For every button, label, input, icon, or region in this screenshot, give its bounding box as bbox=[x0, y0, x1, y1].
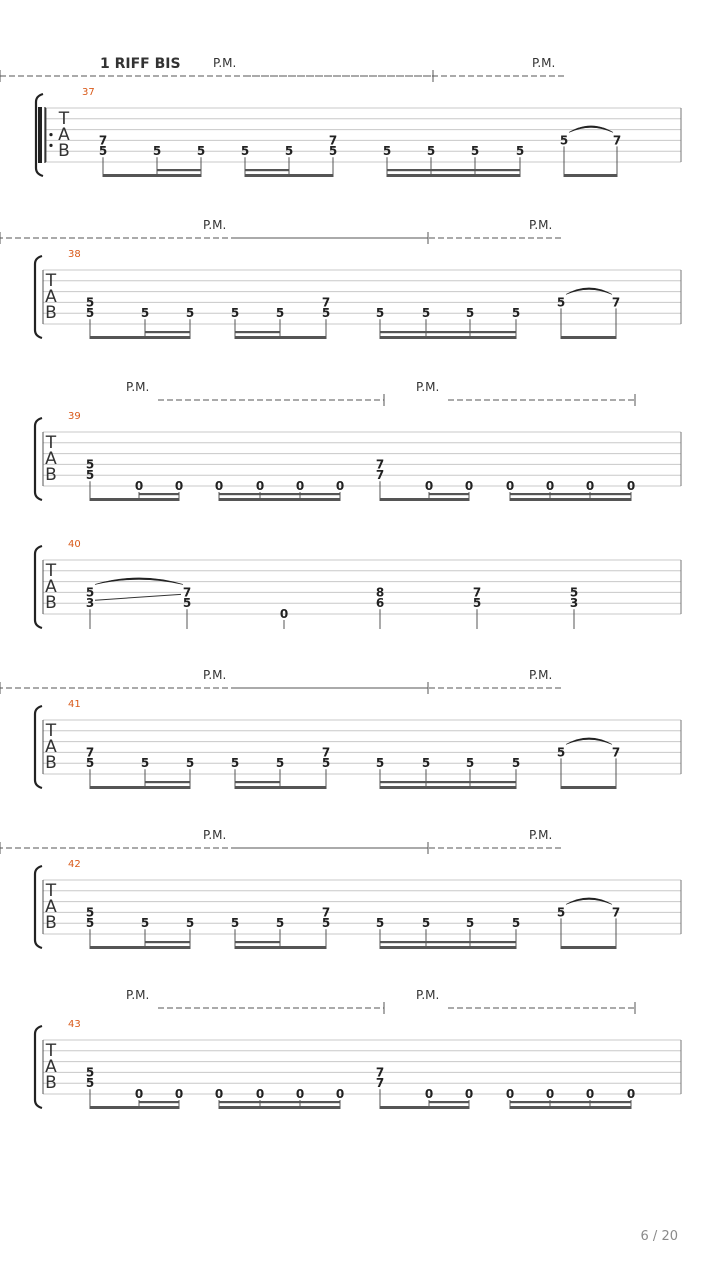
fret-number: 5 bbox=[515, 144, 525, 159]
fret-number: 7 bbox=[472, 585, 482, 600]
fret-number: 5 bbox=[465, 916, 475, 931]
fret-number: 5 bbox=[426, 144, 436, 159]
fret-number: 5 bbox=[85, 756, 95, 771]
beam bbox=[387, 174, 520, 177]
beam bbox=[380, 336, 516, 339]
tab-clef-letter: A bbox=[45, 287, 57, 307]
fret-number: 5 bbox=[85, 916, 95, 931]
beam bbox=[510, 498, 631, 501]
palm-mute-label: P.M. bbox=[529, 218, 553, 232]
system-bracket bbox=[35, 546, 42, 628]
system-bracket bbox=[35, 1026, 42, 1108]
fret-number: 5 bbox=[472, 596, 482, 611]
beam bbox=[235, 786, 326, 789]
tab-system bbox=[0, 56, 681, 177]
tab-clef-letter: B bbox=[45, 465, 57, 485]
measure-number: 37 bbox=[82, 87, 95, 98]
fret-number: 5 bbox=[421, 916, 431, 931]
tab-system bbox=[0, 828, 681, 949]
fret-number: 0 bbox=[174, 479, 184, 493]
system-bracket bbox=[35, 706, 42, 788]
secondary-beam bbox=[145, 941, 190, 943]
fret-number: 0 bbox=[626, 479, 636, 493]
fret-number: 5 bbox=[85, 306, 95, 321]
fret-number: 0 bbox=[295, 1087, 305, 1101]
palm-mute-label: P.M. bbox=[213, 56, 237, 70]
tab-clef-letter: T bbox=[45, 561, 57, 581]
beam bbox=[90, 946, 190, 949]
fret-number: 5 bbox=[85, 295, 95, 310]
secondary-beam bbox=[139, 493, 179, 495]
fret-number: 5 bbox=[152, 144, 162, 159]
fret-number: 5 bbox=[275, 306, 285, 321]
fret-number: 5 bbox=[556, 905, 566, 920]
fret-number: 7 bbox=[321, 905, 331, 920]
repeat-dot bbox=[49, 144, 52, 147]
measure-number: 40 bbox=[68, 539, 81, 550]
secondary-beam bbox=[387, 169, 520, 171]
secondary-beam bbox=[219, 493, 340, 495]
fret-number: 5 bbox=[321, 306, 331, 321]
fret-number: 0 bbox=[464, 479, 474, 493]
tab-system bbox=[35, 988, 681, 1109]
fret-number: 5 bbox=[230, 306, 240, 321]
fret-number: 7 bbox=[375, 457, 385, 472]
beam bbox=[90, 336, 190, 339]
fret-number: 5 bbox=[559, 133, 569, 148]
tab-clef-letter: T bbox=[45, 271, 57, 291]
fret-number: 5 bbox=[328, 144, 338, 159]
fret-number: 5 bbox=[85, 585, 95, 600]
fret-number: 7 bbox=[375, 1076, 385, 1091]
fret-number: 7 bbox=[85, 745, 95, 760]
beam bbox=[235, 946, 326, 949]
section-title: 1 RIFF BIS bbox=[100, 56, 181, 72]
slide-line bbox=[95, 594, 181, 600]
fret-number: 7 bbox=[328, 133, 338, 148]
tab-clef-letter: B bbox=[45, 303, 57, 323]
fret-number: 5 bbox=[98, 144, 108, 159]
beam bbox=[380, 786, 516, 789]
fret-number: 0 bbox=[174, 1087, 184, 1101]
repeat-thick-bar bbox=[38, 107, 42, 163]
secondary-beam bbox=[235, 781, 280, 783]
fret-number: 7 bbox=[375, 468, 385, 483]
palm-mute-label: P.M. bbox=[532, 56, 556, 70]
secondary-beam bbox=[219, 1101, 340, 1103]
system-bracket bbox=[35, 866, 42, 948]
fret-number: 5 bbox=[556, 745, 566, 760]
fret-number: 5 bbox=[569, 585, 579, 600]
secondary-beam bbox=[510, 1101, 631, 1103]
tab-clef-letter: A bbox=[45, 577, 57, 597]
fret-number: 5 bbox=[275, 756, 285, 771]
fret-number: 5 bbox=[421, 756, 431, 771]
fret-number: 0 bbox=[279, 607, 289, 621]
beam bbox=[90, 498, 179, 501]
secondary-beam bbox=[235, 941, 280, 943]
fret-number: 7 bbox=[182, 585, 192, 600]
palm-mute-label: P.M. bbox=[416, 988, 440, 1002]
tab-clef-letter: T bbox=[45, 433, 57, 453]
tab-clef-letter: T bbox=[45, 1041, 57, 1061]
fret-number: 5 bbox=[470, 144, 480, 159]
tab-system bbox=[0, 668, 681, 789]
palm-mute-label: P.M. bbox=[529, 668, 553, 682]
tab-clef-letter: T bbox=[45, 881, 57, 901]
fret-number: 5 bbox=[240, 144, 250, 159]
system-bracket bbox=[35, 256, 42, 338]
fret-number: 5 bbox=[465, 756, 475, 771]
fret-number: 7 bbox=[375, 1065, 385, 1080]
fret-number: 0 bbox=[585, 479, 595, 493]
tab-clef-letter: B bbox=[45, 1073, 57, 1093]
fret-number: 5 bbox=[375, 756, 385, 771]
secondary-beam bbox=[139, 1101, 179, 1103]
measure-number: 38 bbox=[68, 249, 81, 260]
fret-number: 0 bbox=[626, 1087, 636, 1101]
fret-number: 0 bbox=[214, 1087, 224, 1101]
measure-number: 42 bbox=[68, 859, 81, 870]
tab-clef-letter: A bbox=[45, 737, 57, 757]
fret-number: 5 bbox=[140, 916, 150, 931]
fret-number: 0 bbox=[545, 479, 555, 493]
repeat-dot bbox=[49, 133, 52, 136]
fret-number: 0 bbox=[505, 1087, 515, 1101]
beam bbox=[90, 1106, 179, 1109]
fret-number: 0 bbox=[295, 479, 305, 493]
palm-mute-label: P.M. bbox=[529, 828, 553, 842]
fret-number: 0 bbox=[464, 1087, 474, 1101]
fret-number: 5 bbox=[85, 457, 95, 472]
tab-clef-letter: B bbox=[45, 593, 57, 613]
tab-clef-letter: A bbox=[45, 1057, 57, 1077]
beam bbox=[245, 174, 333, 177]
fret-number: 5 bbox=[85, 905, 95, 920]
tab-clef-letter: B bbox=[58, 141, 70, 161]
measure-number: 43 bbox=[68, 1019, 81, 1030]
fret-number: 0 bbox=[545, 1087, 555, 1101]
fret-number: 8 bbox=[375, 585, 385, 600]
palm-mute-label: P.M. bbox=[416, 380, 440, 394]
palm-mute-label: P.M. bbox=[203, 218, 227, 232]
fret-number: 7 bbox=[611, 295, 621, 310]
tab-clef-letter: T bbox=[45, 721, 57, 741]
beam bbox=[561, 336, 616, 339]
fret-number: 0 bbox=[585, 1087, 595, 1101]
fret-number: 7 bbox=[612, 133, 622, 148]
fret-number: 5 bbox=[375, 306, 385, 321]
measure-number: 41 bbox=[68, 699, 81, 710]
fret-number: 5 bbox=[140, 756, 150, 771]
beam bbox=[564, 174, 617, 177]
fret-number: 5 bbox=[382, 144, 392, 159]
fret-number: 3 bbox=[569, 596, 579, 611]
beam bbox=[510, 1106, 631, 1109]
tab-clef-letter: B bbox=[45, 913, 57, 933]
fret-number: 7 bbox=[611, 745, 621, 760]
fret-number: 5 bbox=[465, 306, 475, 321]
system-bracket bbox=[35, 418, 42, 500]
fret-number: 0 bbox=[134, 479, 144, 493]
fret-number: 3 bbox=[85, 596, 95, 611]
fret-number: 5 bbox=[321, 916, 331, 931]
fret-number: 7 bbox=[321, 745, 331, 760]
fret-number: 5 bbox=[375, 916, 385, 931]
fret-number: 0 bbox=[214, 479, 224, 493]
palm-mute-label: P.M. bbox=[203, 668, 227, 682]
beam bbox=[219, 1106, 340, 1109]
page-number: 6 / 20 bbox=[640, 1229, 678, 1244]
fret-number: 5 bbox=[185, 916, 195, 931]
fret-number: 0 bbox=[505, 479, 515, 493]
fret-number: 7 bbox=[98, 133, 108, 148]
fret-number: 5 bbox=[85, 1076, 95, 1091]
beam bbox=[90, 786, 190, 789]
fret-number: 5 bbox=[556, 295, 566, 310]
fret-number: 0 bbox=[335, 479, 345, 493]
fret-number: 0 bbox=[134, 1087, 144, 1101]
secondary-beam bbox=[510, 493, 631, 495]
secondary-beam bbox=[380, 781, 516, 783]
tab-clef-letter: A bbox=[58, 125, 70, 145]
tab-system bbox=[35, 539, 681, 629]
fret-number: 0 bbox=[424, 479, 434, 493]
fret-number: 5 bbox=[85, 1065, 95, 1080]
fret-number: 5 bbox=[85, 468, 95, 483]
fret-number: 5 bbox=[421, 306, 431, 321]
secondary-beam bbox=[145, 781, 190, 783]
fret-number: 0 bbox=[335, 1087, 345, 1101]
tab-clef-letter: A bbox=[45, 449, 57, 469]
fret-number: 0 bbox=[255, 479, 265, 493]
fret-number: 7 bbox=[611, 905, 621, 920]
fret-number: 5 bbox=[182, 596, 192, 611]
beam bbox=[561, 946, 616, 949]
fret-number: 7 bbox=[321, 295, 331, 310]
tab-system bbox=[35, 380, 681, 501]
fret-number: 5 bbox=[230, 756, 240, 771]
secondary-beam bbox=[145, 331, 190, 333]
fret-number: 0 bbox=[255, 1087, 265, 1101]
fret-number: 5 bbox=[511, 756, 521, 771]
beam bbox=[380, 498, 469, 501]
secondary-beam bbox=[429, 1101, 469, 1103]
beam bbox=[235, 336, 326, 339]
tab-system bbox=[0, 218, 681, 339]
fret-number: 5 bbox=[275, 916, 285, 931]
secondary-beam bbox=[157, 169, 201, 171]
tab-clef-letter: T bbox=[58, 109, 70, 129]
fret-number: 5 bbox=[196, 144, 206, 159]
measure-number: 39 bbox=[68, 411, 81, 422]
secondary-beam bbox=[380, 331, 516, 333]
palm-mute-label: P.M. bbox=[126, 988, 150, 1002]
fret-number: 5 bbox=[321, 756, 331, 771]
palm-mute-label: P.M. bbox=[203, 828, 227, 842]
fret-number: 0 bbox=[424, 1087, 434, 1101]
fret-number: 5 bbox=[511, 306, 521, 321]
palm-mute-label: P.M. bbox=[126, 380, 150, 394]
tab-clef-letter: B bbox=[45, 753, 57, 773]
tab-clef-letter: A bbox=[45, 897, 57, 917]
fret-number: 5 bbox=[140, 306, 150, 321]
beam bbox=[380, 1106, 469, 1109]
beam bbox=[103, 174, 201, 177]
secondary-beam bbox=[429, 493, 469, 495]
beam bbox=[219, 498, 340, 501]
fret-number: 5 bbox=[185, 306, 195, 321]
beam bbox=[380, 946, 516, 949]
fret-number: 5 bbox=[230, 916, 240, 931]
secondary-beam bbox=[245, 169, 289, 171]
fret-number: 6 bbox=[375, 596, 385, 611]
secondary-beam bbox=[380, 941, 516, 943]
fret-number: 5 bbox=[511, 916, 521, 931]
secondary-beam bbox=[235, 331, 280, 333]
fret-number: 5 bbox=[185, 756, 195, 771]
beam bbox=[561, 786, 616, 789]
fret-number: 5 bbox=[284, 144, 294, 159]
